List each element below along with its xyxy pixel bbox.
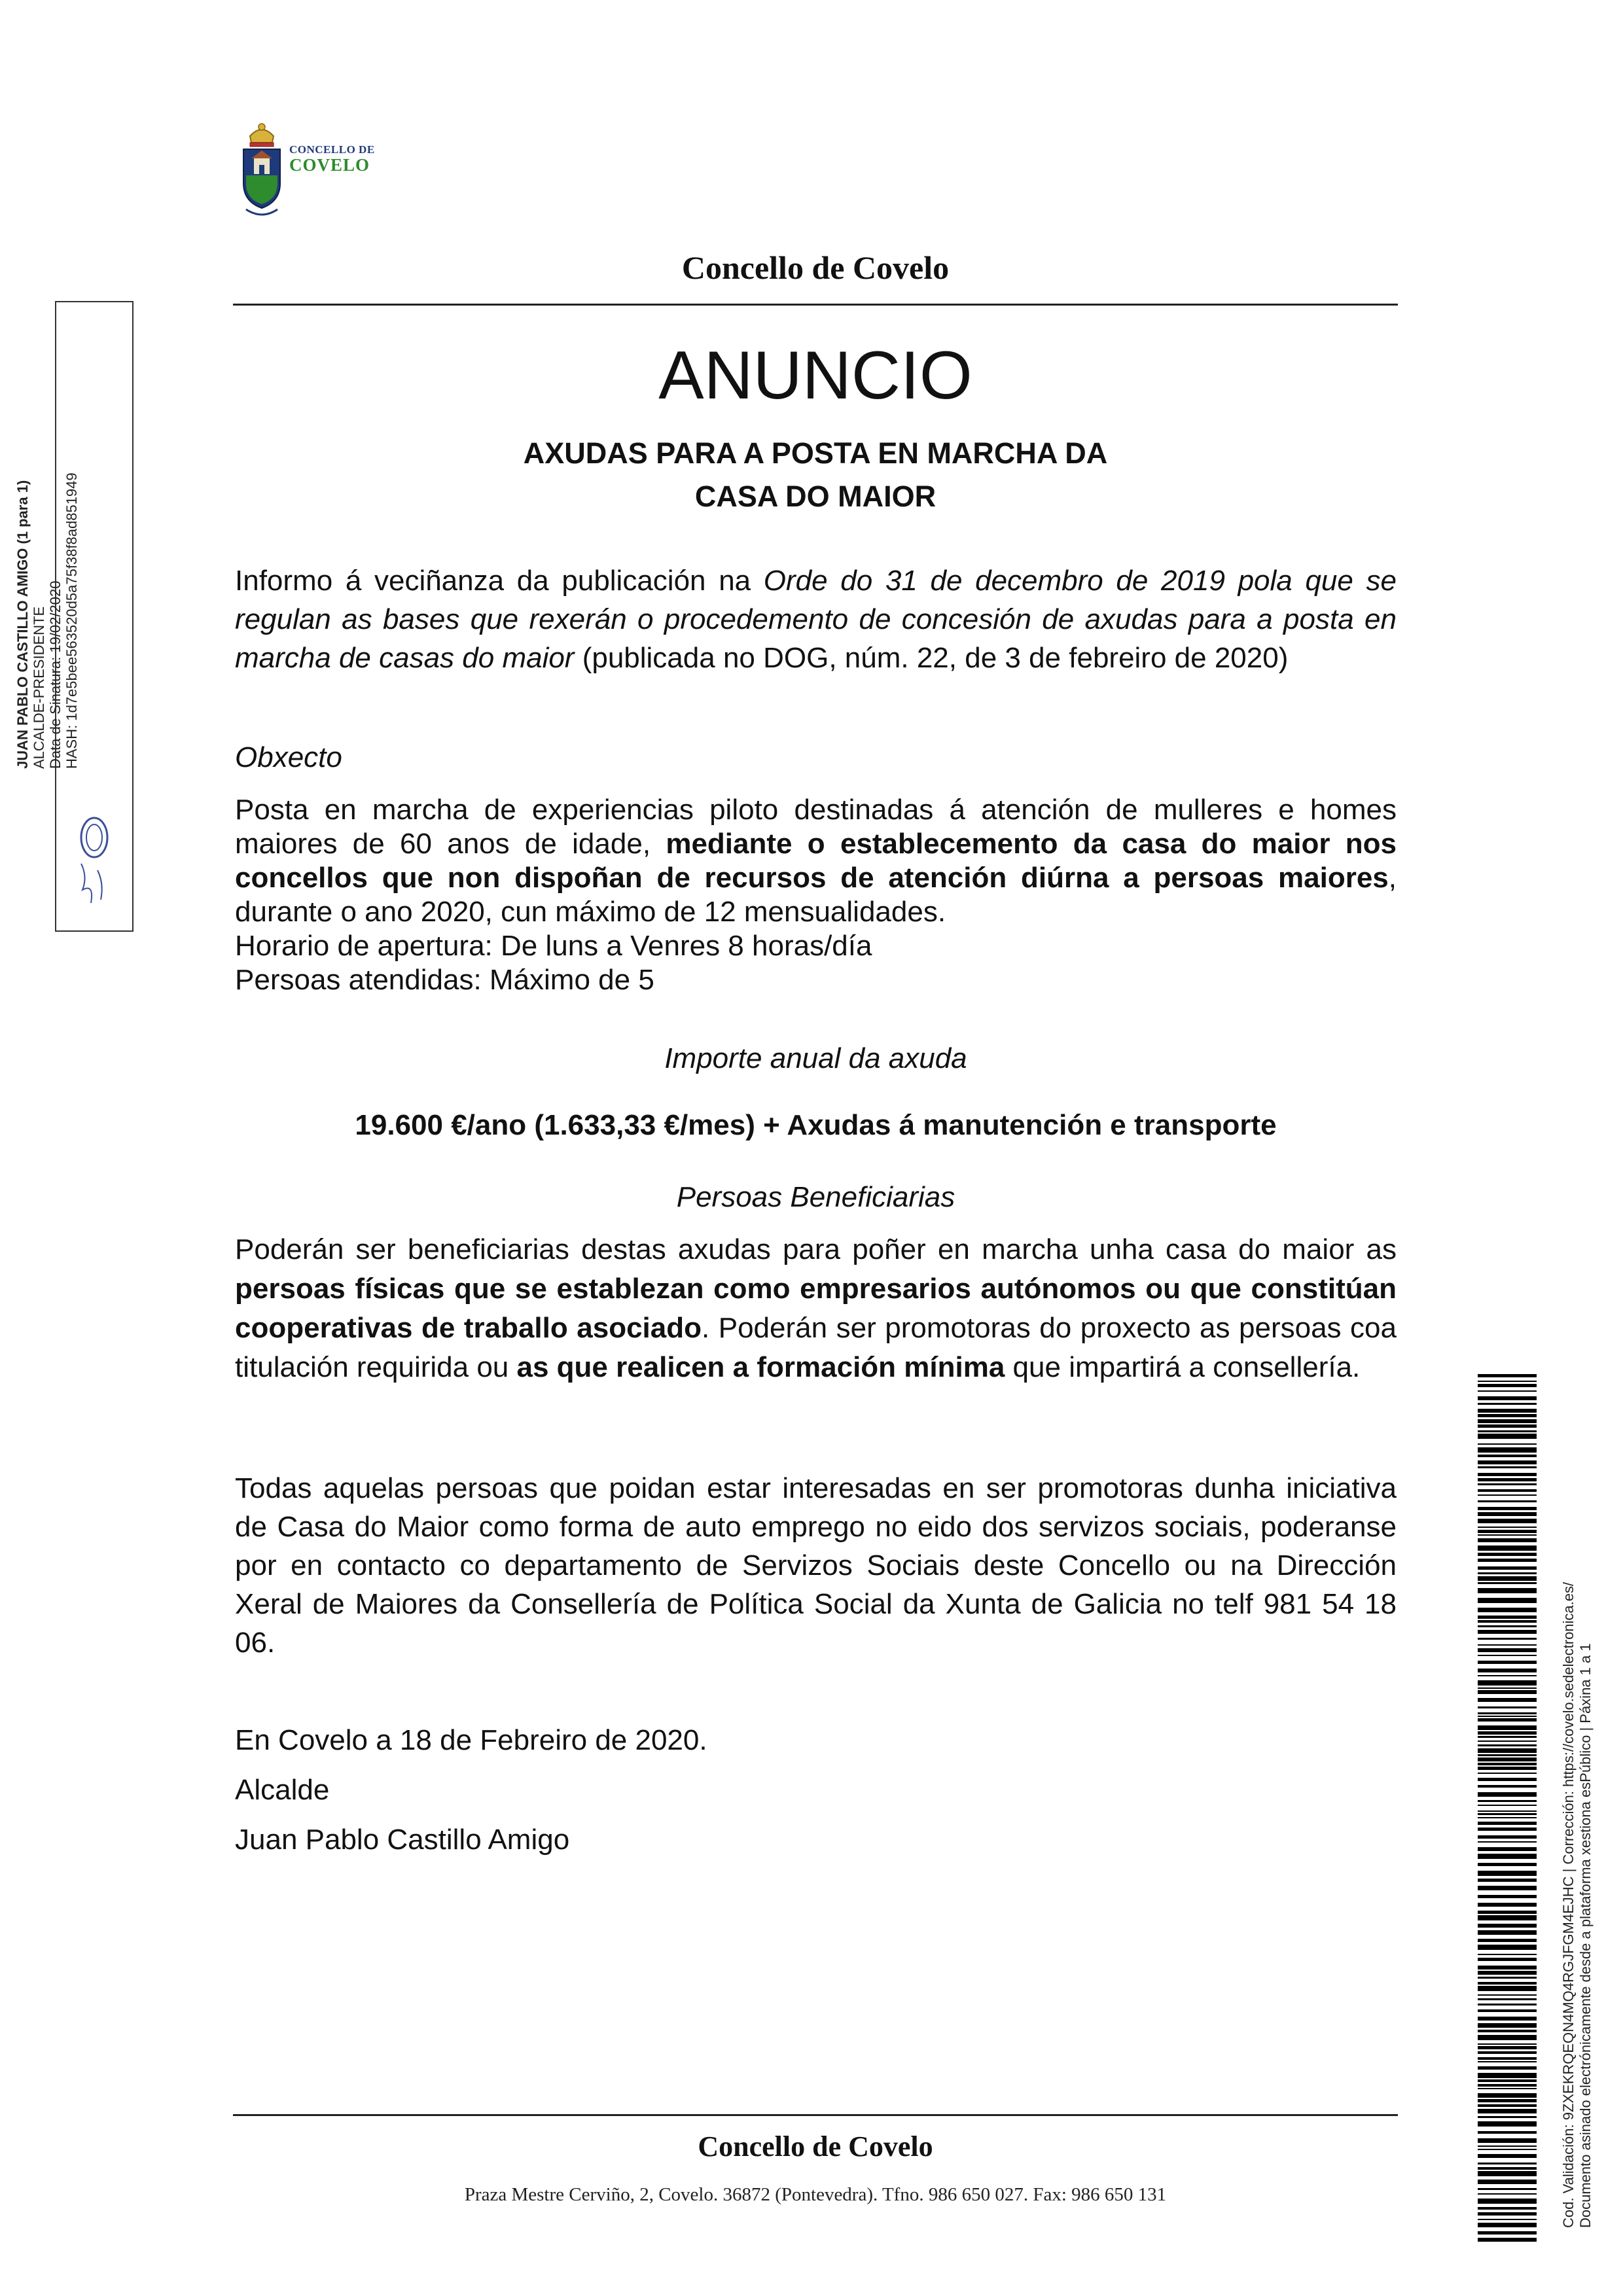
obxecto-heading: Obxecto (235, 741, 342, 773)
barcode-bar (1478, 1519, 1537, 1523)
barcode-bar (1478, 2030, 1537, 2032)
subtitle-line-1: AXUDAS PARA A POSTA EN MARCHA DA (523, 436, 1108, 470)
obxecto-text-b: mediante o establecemento da casa do maior nos concellos que non dispoñan de recursos de atención diúrna a persoas maiores (235, 828, 1397, 894)
barcode-bar (1478, 1414, 1537, 1417)
barcode-bar (1478, 1669, 1537, 1672)
barcode-bar (1478, 1690, 1537, 1694)
obxecto-text-c: , durante o ano 2020, cun máximo de 12 mensualidades. (235, 862, 1397, 928)
barcode-bar (1478, 1638, 1537, 1640)
header-title: Concello de Covelo (681, 249, 950, 286)
signature-date: Data de Sinatura: 19/02/2020 (47, 580, 63, 769)
signature-place-date: En Covelo a 18 de Febreiro de 2020. (235, 1724, 707, 1756)
barcode-bar (1478, 1924, 1537, 1928)
page-title: ANUNCIO (658, 338, 972, 414)
barcode-bar (1478, 1895, 1537, 1898)
barcode-bar (1478, 1566, 1537, 1570)
barcode-bar (1478, 1939, 1537, 1942)
barcode-bar (1478, 2043, 1537, 2045)
benef-text-c: . Poderán ser promotoras do proxecto as persoas coa titulación requirida ou (235, 1312, 1397, 1383)
barcode-bar (1478, 2084, 1537, 2087)
obxecto-section (235, 793, 1397, 997)
barcode-bar (1478, 2219, 1537, 2220)
logo-line-1: CONCELLO DE (289, 143, 375, 156)
barcode-bar (1478, 2238, 1537, 2242)
benef-text-d: as que realicen a formación mínima (516, 1351, 1005, 1383)
beneficiarias-paragraph (235, 1230, 1397, 1387)
barcode-bar (1478, 2051, 1537, 2054)
barcode-bar (1478, 1538, 1537, 1542)
barcode-bar (1478, 1971, 1537, 1975)
barcode-bar (1478, 1625, 1537, 1627)
barcode-bar (1478, 2149, 1537, 2150)
barcode-bar (1478, 2099, 1537, 2102)
barcode-bar (1478, 1763, 1537, 1765)
barcode-bar (1478, 1915, 1537, 1920)
barcode-bar (1478, 1886, 1537, 1890)
barcode-bar (1478, 2093, 1537, 2098)
signer-role: ALCALDE-PRESIDENTE (31, 606, 47, 769)
barcode-bar (1478, 2057, 1537, 2060)
barcode-bar (1478, 1817, 1537, 1818)
barcode-bar (1478, 1572, 1537, 1574)
barcode-bar (1478, 2121, 1537, 2127)
benef-text-e: que impartirá a consellería. (1005, 1351, 1361, 1383)
barcode-bar (1478, 1576, 1537, 1581)
barcode-bar (1478, 1447, 1537, 1453)
signature-role: Alcalde (235, 1774, 330, 1806)
barcode-bar (1478, 1954, 1537, 1955)
barcode-bar (1478, 1863, 1537, 1866)
barcode-bar (1478, 1828, 1537, 1831)
barcode-bar (1478, 1616, 1537, 1619)
barcode-bar (1478, 2138, 1537, 2143)
barcode-bar (1478, 1489, 1537, 1492)
barcode-bar (1478, 2131, 1537, 2134)
barcode-bar (1478, 1460, 1537, 1464)
barcode-bar (1478, 1930, 1537, 1935)
subtitle-line-2: CASA DO MAIOR (694, 480, 936, 513)
barcode-bar (1478, 1718, 1537, 1722)
barcode-bar (1478, 1473, 1537, 1476)
validation-code: Cod. Validación: 9ZXEKRQEQN4MQ4RGJFGM4EJHC | Corrección: https://covelo.sedelectronica.es/ (1560, 1581, 1577, 2228)
barcode-bar (1478, 2163, 1537, 2164)
signer-name: JUAN PABLO CASTILLO AMIGO (1 para 1) (14, 480, 31, 769)
barcode-bar (1478, 2061, 1537, 2062)
barcode-bar (1478, 1835, 1537, 1839)
barcode-bar (1478, 1424, 1537, 1428)
barcode-bar (1478, 1986, 1537, 1991)
signature-stamp-icon (68, 811, 120, 910)
barcode-bar (1478, 1706, 1537, 1708)
barcode-bar (1478, 2207, 1537, 2210)
barcode-bar (1478, 2180, 1537, 2184)
barcode-bar (1478, 1725, 1537, 1730)
barcode-bar (1478, 2035, 1537, 2040)
barcode-bar (1478, 1977, 1537, 1979)
barcode-bar (1478, 2004, 1537, 2005)
barcode-bar (1478, 1998, 1537, 2000)
barcode-bar (1478, 1740, 1537, 1742)
barcode-bar (1478, 1698, 1537, 1702)
barcode-bar (1478, 1553, 1537, 1556)
header-rule (233, 304, 1398, 306)
signature-name: Juan Pablo Castillo Amigo (235, 1824, 570, 1856)
importe-heading: Importe anual da axuda (664, 1042, 967, 1074)
barcode-bar (1478, 1687, 1537, 1689)
barcode-bar (1478, 1403, 1537, 1405)
intro-text-b: Orde do 31 de decembro de 2019 pola que se regulan as bases que rexerán o procedemento de concesión de axudas para a posta en marcha de casas do maior (235, 565, 1397, 674)
obxecto-paragraph (235, 793, 1397, 929)
barcode-bar (1478, 1911, 1537, 1914)
barcode-bar (1478, 1419, 1537, 1423)
benef-text-a: Poderán ser beneficiarias destas axudas para poñer en marcha unha casa do maior as (235, 1233, 1397, 1265)
barcode-bar (1478, 1966, 1537, 1969)
barcode-bar (1478, 2146, 1537, 2147)
intro-text-a: Informo á veciñanza da publicación na (235, 565, 764, 597)
barcode-bar (1478, 2199, 1537, 2204)
concello-logo (236, 118, 393, 242)
contact-paragraph: Todas aquelas persoas que poidan estar interesadas en ser promotoras dunha iniciativa de Casa do Maior como forma de auto emprego no eido dos servizos sociais, poderanse por en contacto co departamento de Servizos Sociais deste Concello ou na Dirección Xeral de Maiores da Consellería de Política Social da Xunta de Galicia no telf 981 54 18 06. (235, 1472, 1397, 1659)
logo-wordmark (289, 144, 375, 174)
barcode-bar (1478, 1675, 1537, 1676)
coat-of-arms-icon (236, 118, 288, 229)
barcode-bar (1478, 1810, 1537, 1812)
barcode-bar (1478, 2109, 1537, 2113)
barcode-bar (1478, 2154, 1537, 2158)
barcode-bar (1478, 1507, 1537, 1510)
validation-barcode (1478, 1374, 1556, 2248)
barcode-bar (1478, 1800, 1537, 1802)
barcode-bar (1478, 1644, 1537, 1646)
barcode-bar (1478, 1792, 1537, 1797)
barcode-bar (1478, 1945, 1537, 1950)
barcode-bar (1478, 1455, 1537, 1457)
barcode-bar (1478, 1773, 1537, 1774)
footer-title: Concello de Covelo (698, 2130, 933, 2163)
barcode-bar (1478, 1630, 1537, 1634)
obxecto-horario: Horario de apertura: De luns a Venres 8 horas/día (235, 930, 872, 962)
barcode-bar (1478, 1598, 1537, 1603)
barcode-bar (1478, 1530, 1537, 1533)
barcode-bar (1478, 1680, 1537, 1686)
footer-rule (233, 2114, 1398, 2116)
barcode-bar (1478, 1958, 1537, 1961)
barcode-bar (1478, 2079, 1537, 2082)
barcode-bar (1478, 2223, 1537, 2227)
barcode-bar (1478, 1712, 1537, 1714)
validation-platform: Documento asinado electrónicamente desde a plataforma xestiona esPúblico | Páxina 1 a 1 (1577, 1643, 1594, 2228)
barcode-bar (1478, 1778, 1537, 1781)
barcode-bar (1478, 1871, 1537, 1876)
barcode-bar (1478, 2066, 1537, 2070)
barcode-bar (1478, 1478, 1537, 1481)
obxecto-persoas: Persoas atendidas: Máximo de 5 (235, 964, 654, 996)
barcode-bar (1478, 2188, 1537, 2190)
barcode-bar (1478, 1608, 1537, 1612)
electronic-signature-text (14, 472, 80, 769)
barcode-bar (1478, 1374, 1537, 1377)
barcode-bar (1478, 1744, 1537, 1746)
barcode-bar (1478, 2167, 1537, 2170)
barcode-bar (1478, 1466, 1537, 1468)
footer-address: Praza Mestre Cerviño, 2, Covelo. 36872 (Pontevedra). Tfno. 986 650 027. Fax: 986 650 131 (464, 2184, 1167, 2205)
barcode-bar (1478, 2212, 1537, 2216)
barcode-bar (1478, 1754, 1537, 1756)
barcode-bar (1478, 1534, 1537, 1536)
barcode-bar (1478, 1381, 1537, 1382)
barcode-bar (1478, 1494, 1537, 1496)
logo-line-2: COVELO (289, 154, 370, 175)
barcode-bar (1478, 1443, 1537, 1445)
barcode-bar (1478, 1512, 1537, 1516)
barcode-bar (1478, 2088, 1537, 2089)
barcode-bar (1478, 1841, 1537, 1843)
barcode-bar (1478, 2023, 1537, 2028)
barcode-bar (1478, 1661, 1537, 1664)
barcode-bar (1478, 1813, 1537, 1815)
barcode-bar (1478, 1731, 1537, 1735)
barcode-bar (1478, 1527, 1537, 1528)
importe-value: 19.600 €/ano (1.633,33 €/mes) + Axudas á manutención e transporte (355, 1109, 1277, 1141)
signature-block (235, 1721, 1397, 1870)
barcode-bar (1478, 1500, 1537, 1502)
barcode-bar (1478, 1994, 1537, 1996)
barcode-bar (1478, 1648, 1537, 1652)
intro-paragraph (235, 561, 1397, 677)
barcode-bar (1478, 1854, 1537, 1859)
barcode-bar (1478, 1767, 1537, 1770)
barcode-bar (1478, 2116, 1537, 2118)
barcode-bar (1478, 1716, 1537, 1717)
barcode-bar (1478, 2193, 1537, 2195)
barcode-bar (1478, 1582, 1537, 1584)
barcode-bar (1478, 2073, 1537, 2078)
barcode-bar (1478, 1384, 1537, 1387)
barcode-bar (1478, 1785, 1537, 1788)
barcode-bar (1478, 1545, 1537, 1551)
barcode-bar (1478, 1982, 1537, 1985)
barcode-bar (1478, 1483, 1537, 1485)
barcode-bar (1478, 1430, 1537, 1432)
barcode-bar (1478, 1559, 1537, 1562)
beneficiarias-heading: Persoas Beneficiarias (676, 1181, 955, 1213)
page-subtitle (233, 432, 1398, 518)
barcode-bar (1478, 2017, 1537, 2021)
benef-text-b: persoas físicas que se establezan como empresarios autónomos ou que constitúan cooperativas de traballo asociado (235, 1273, 1397, 1344)
barcode-bar (1478, 1409, 1537, 1413)
barcode-bar (1478, 1879, 1537, 1882)
barcode-bar (1478, 1736, 1537, 1738)
barcode-bar (1478, 1620, 1537, 1623)
barcode-bar (1478, 1757, 1537, 1761)
barcode-bar (1478, 1903, 1537, 1907)
barcode-bar (1478, 1434, 1537, 1439)
barcode-bar (1478, 1748, 1537, 1753)
barcode-bar (1478, 2009, 1537, 2012)
barcode-bar (1478, 1396, 1537, 1400)
barcode-bar (1478, 2231, 1537, 2234)
barcode-bar (1478, 1822, 1537, 1825)
intro-text-c: (publicada no DOG, núm. 22, de 3 de febreiro de 2020) (574, 642, 1289, 674)
barcode-bar (1478, 1588, 1537, 1593)
validation-text (1560, 1582, 1594, 2228)
barcode-bar (1478, 2171, 1537, 2176)
barcode-bar (1478, 2046, 1537, 2049)
barcode-bar (1478, 1655, 1537, 1656)
signature-hash: HASH: 1d7e5bee563520d5a75f38f8ad851949 (63, 472, 80, 769)
barcode-bar (1478, 1847, 1537, 1851)
obxecto-text-a: Posta en marcha de experiencias piloto destinadas á atención de mulleres e homes maiores de 60 anos de idade, (235, 794, 1397, 860)
barcode-bar (1478, 2104, 1537, 2107)
barcode-bar (1478, 1390, 1537, 1392)
barcode-bar (1478, 1805, 1537, 1806)
